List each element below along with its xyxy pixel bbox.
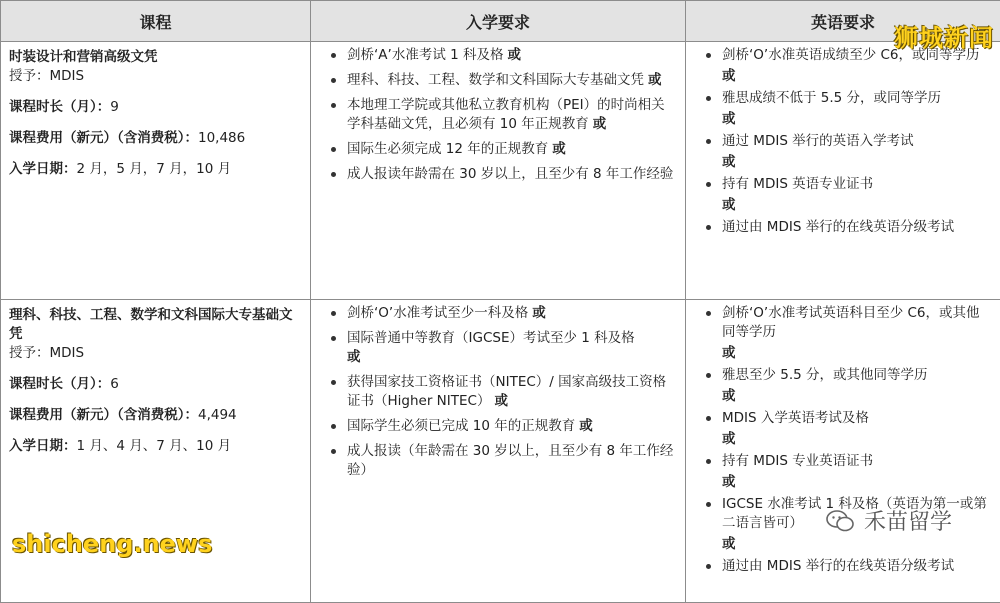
awarded-by: 授予：MDIS bbox=[9, 344, 302, 363]
requirement-text: 本地理工学院或其他私立教育机构（PEI）的时尚相关学科基础文凭，且必须有 10 年正规教育 bbox=[347, 97, 665, 132]
or-label: 或 bbox=[706, 344, 992, 363]
requirement-text: 成人报读年龄需在 30 岁以上，且至少有 8 年工作经验 bbox=[347, 166, 673, 182]
english-requirements-cell bbox=[686, 42, 1000, 300]
entry-requirements-cell bbox=[311, 42, 686, 300]
list-item bbox=[331, 165, 677, 184]
fee-line bbox=[9, 129, 302, 148]
or-label: 或 bbox=[532, 305, 546, 321]
or-label: 或 bbox=[706, 67, 992, 86]
watermark-bottom-right-text: 禾苗留学 bbox=[864, 505, 952, 536]
list-item: MDIS 入学英语考试及格 bbox=[706, 409, 992, 428]
or-label: 或 bbox=[347, 349, 361, 365]
list-item bbox=[331, 96, 677, 134]
or-label: 或 bbox=[706, 196, 992, 215]
list-item bbox=[331, 46, 677, 65]
list-item bbox=[331, 304, 677, 323]
watermark-top-right: 狮城新闻 bbox=[894, 18, 994, 53]
fee-value: 10,486 bbox=[198, 130, 245, 146]
requirement-text: 理科、科技、工程、数学和文科国际大专基础文凭 bbox=[347, 72, 644, 88]
or-label: 或 bbox=[508, 47, 522, 63]
header-english-requirements: 英语要求 bbox=[686, 1, 1000, 42]
list-item: 雅思成绩不低于 5.5 分，或同等学历 bbox=[706, 89, 992, 108]
list-item bbox=[331, 140, 677, 159]
requirement-text: 剑桥‘O’水准考试至少一科及格 bbox=[347, 305, 528, 321]
header-course: 课程 bbox=[1, 1, 311, 42]
intake-line bbox=[9, 160, 302, 179]
list-item bbox=[331, 329, 677, 367]
list-item: 持有 MDIS 专业英语证书 bbox=[706, 452, 992, 471]
intake-value: 2 月，5 月，7 月，10 月 bbox=[77, 161, 232, 177]
duration-value: 6 bbox=[110, 376, 119, 392]
requirement-text: 国际生必须完成 12 年的正规教育 bbox=[347, 141, 548, 157]
or-label: 或 bbox=[706, 110, 992, 129]
watermark-bottom-right bbox=[826, 505, 952, 536]
or-label: 或 bbox=[593, 116, 607, 132]
or-label: 或 bbox=[706, 153, 992, 172]
or-label: 或 bbox=[706, 535, 992, 554]
requirement-text: 成人报读（年龄需在 30 岁以上，且至少有 8 年工作经验） bbox=[347, 443, 673, 478]
wechat-icon bbox=[826, 510, 854, 532]
header-entry-requirements: 入学要求 bbox=[311, 1, 686, 42]
course-title: 理科、科技、工程、数学和文科国际大专基础文凭 bbox=[9, 306, 302, 344]
or-label: 或 bbox=[706, 473, 992, 492]
list-item: 持有 MDIS 英语专业证书 bbox=[706, 175, 992, 194]
list-item bbox=[331, 442, 677, 480]
list-item: 剑桥‘O’水准考试英语科目至少 C6，或其他同等学历 bbox=[706, 304, 992, 342]
or-label: 或 bbox=[579, 418, 593, 434]
list-item: 通过 MDIS 举行的英语入学考试 bbox=[706, 132, 992, 151]
requirement-text: 获得国家技工资格证书（NITEC）/ 国家高级技工资格证书（Higher NITEC） bbox=[347, 374, 666, 409]
requirement-text: 国际普通中等教育（IGCSE）考试至少 1 科及格 bbox=[347, 330, 635, 346]
fee-line bbox=[9, 406, 302, 425]
requirement-text: 国际学生必须已完成 10 年的正规教育 bbox=[347, 418, 575, 434]
intake-line bbox=[9, 437, 302, 456]
fee-value: 4,494 bbox=[198, 407, 237, 423]
duration-label: 课程时长（月）： bbox=[9, 376, 110, 392]
list-item bbox=[331, 71, 677, 90]
course-title: 时装设计和营销高级文凭 bbox=[9, 48, 302, 67]
intake-label: 入学日期： bbox=[9, 438, 77, 454]
duration-line bbox=[9, 98, 302, 117]
list-item: 剑桥‘O’水准英语成绩至少 C6，或同等学历 bbox=[706, 46, 992, 65]
entry-requirements-cell bbox=[311, 300, 686, 603]
english-requirements-cell bbox=[686, 300, 1000, 603]
intake-label: 入学日期： bbox=[9, 161, 77, 177]
course-cell bbox=[1, 42, 311, 300]
or-label: 或 bbox=[706, 387, 992, 406]
or-label: 或 bbox=[706, 430, 992, 449]
awarded-by: 授予：MDIS bbox=[9, 67, 302, 86]
intake-value: 1 月、4 月、7 月、10 月 bbox=[77, 438, 232, 454]
table-header-row bbox=[1, 1, 1000, 42]
duration-value: 9 bbox=[110, 99, 119, 115]
requirement-text: 剑桥‘A’水准考试 1 科及格 bbox=[347, 47, 504, 63]
table-row bbox=[1, 42, 1000, 300]
or-label: 或 bbox=[648, 72, 662, 88]
list-item: IGCSE 水准考试 1 科及格（英语为第一或第二语言皆可） bbox=[706, 495, 992, 533]
duration-line bbox=[9, 375, 302, 394]
watermark-bottom-left: shicheng.news bbox=[12, 530, 212, 558]
list-item: 通过由 MDIS 举行的在线英语分级考试 bbox=[706, 218, 992, 237]
duration-label: 课程时长（月）： bbox=[9, 99, 110, 115]
list-item bbox=[331, 373, 677, 411]
fee-label: 课程费用（新元）（含消费税）： bbox=[9, 130, 198, 146]
or-label: 或 bbox=[494, 393, 508, 409]
list-item: 通过由 MDIS 举行的在线英语分级考试 bbox=[706, 557, 992, 576]
or-label: 或 bbox=[552, 141, 566, 157]
list-item bbox=[331, 417, 677, 436]
list-item: 雅思至少 5.5 分，或其他同等学历 bbox=[706, 366, 992, 385]
fee-label: 课程费用（新元）（含消费税）： bbox=[9, 407, 198, 423]
